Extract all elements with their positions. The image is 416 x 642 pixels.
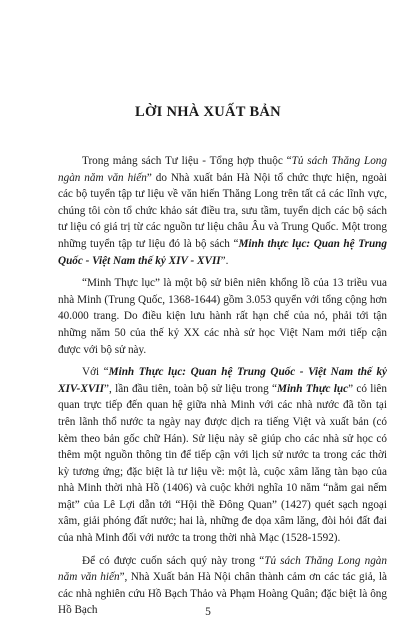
text-segment: ”. [220, 254, 229, 267]
text-segment: “Minh Thực lục” là một bộ sử biên niên khổng lồ của 13 triều vua nhà Minh (Trung Quốc, 1368-1644) gồm 3.053 quyển với tổng cộng hơn 40.000 trang. Do điều kiện lưu hành rất hạn chế của nó, phải tới tận những năm 50 của thế kỷ XX các nhà sử học Việt Nam mới tiếp cận được với bộ sử này. [58, 277, 387, 356]
text-segment: ” do Nhà xuất bản Hà Nội tổ chức thực hiện, ngoài các bộ tuyển tập tư liệu về văn hiến Thăng Long trên tất cả các lĩnh vực, chúng tôi còn tổ chức khảo sát điều tra, sưu tầm, tuyển dịch các bộ sách tư liệu có giá trị từ các nguồn tư liệu châu Âu và Trung Quốc. Một trong những tuyển tập tư liệu đó là bộ sách “ [58, 171, 388, 250]
paragraph [58, 364, 387, 547]
text-segment: ”, lần đầu tiên, toàn bộ sử liệu trong “ [104, 382, 277, 395]
text-segment: Minh Thực lục: Quan hệ Trung Quốc - Việt Nam thế kỷ XIV-XVII [58, 366, 388, 395]
text-segment: ” có liên quan trực tiếp đến quan hệ giữa nhà Minh với các nhà nước đã tồn tại trên lãnh thổ nước ta ngày nay được dịch ra tiếng Việt và xuất bản (có kèm theo bản gốc chữ Hán). Sử liệu này sẽ giúp cho các nhà sử học có thêm một nguồn thông tin để tiếp cận với lịch sử nước ta trong các thời kỳ tương ứng; đặc biệt là tư liệu về: một là, cuộc xâm lăng tàn bạo của nhà Minh thời nhà Hồ (1406) và cuộc khởi nghĩa 10 năm “nằm gai nếm mật” của Lê Lợi dẫn tới “Hội thề Đông Quan” (1427) quét sạch ngoại xâm, giải phóng đất nước; hai là, những đe dọa xâm lăng, đòi hỏi đất đai của nhà Minh đối với nước ta trong thời nhà Mạc (1528-1592). [58, 382, 387, 545]
page-number: 5 [205, 606, 211, 618]
body-text [58, 153, 387, 625]
text-segment: Trong mảng sách Tư liệu - Tổng hợp thuộc “ [82, 155, 292, 167]
text-segment: Tủ sách Thăng Long ngàn năm văn hiến [58, 554, 387, 584]
text-segment: Minh thực lục: Quan hệ Trung Quốc - Việt Nam thế kỷ XIV - XVII [58, 237, 387, 267]
paragraph [58, 153, 387, 269]
paragraph [58, 275, 387, 358]
text-segment: Với “ [82, 366, 109, 379]
text-segment: ”, Nhà Xuất bản Hà Nội chân thành cảm ơn các tác giả, là các nhà nghiên cứu Hồ Bạch Thảo và Phạm Hoàng Quân; đặc biệt là ông Hồ Bạch [58, 571, 387, 617]
text-segment: Để có được cuốn sách quý này trong “ [82, 554, 265, 567]
text-segment: Tủ sách Thăng Long ngàn năm văn hiến [58, 155, 387, 184]
page-heading: LỜI NHÀ XUẤT BẢN [135, 104, 281, 120]
text-segment: Minh Thực lục [277, 382, 349, 395]
